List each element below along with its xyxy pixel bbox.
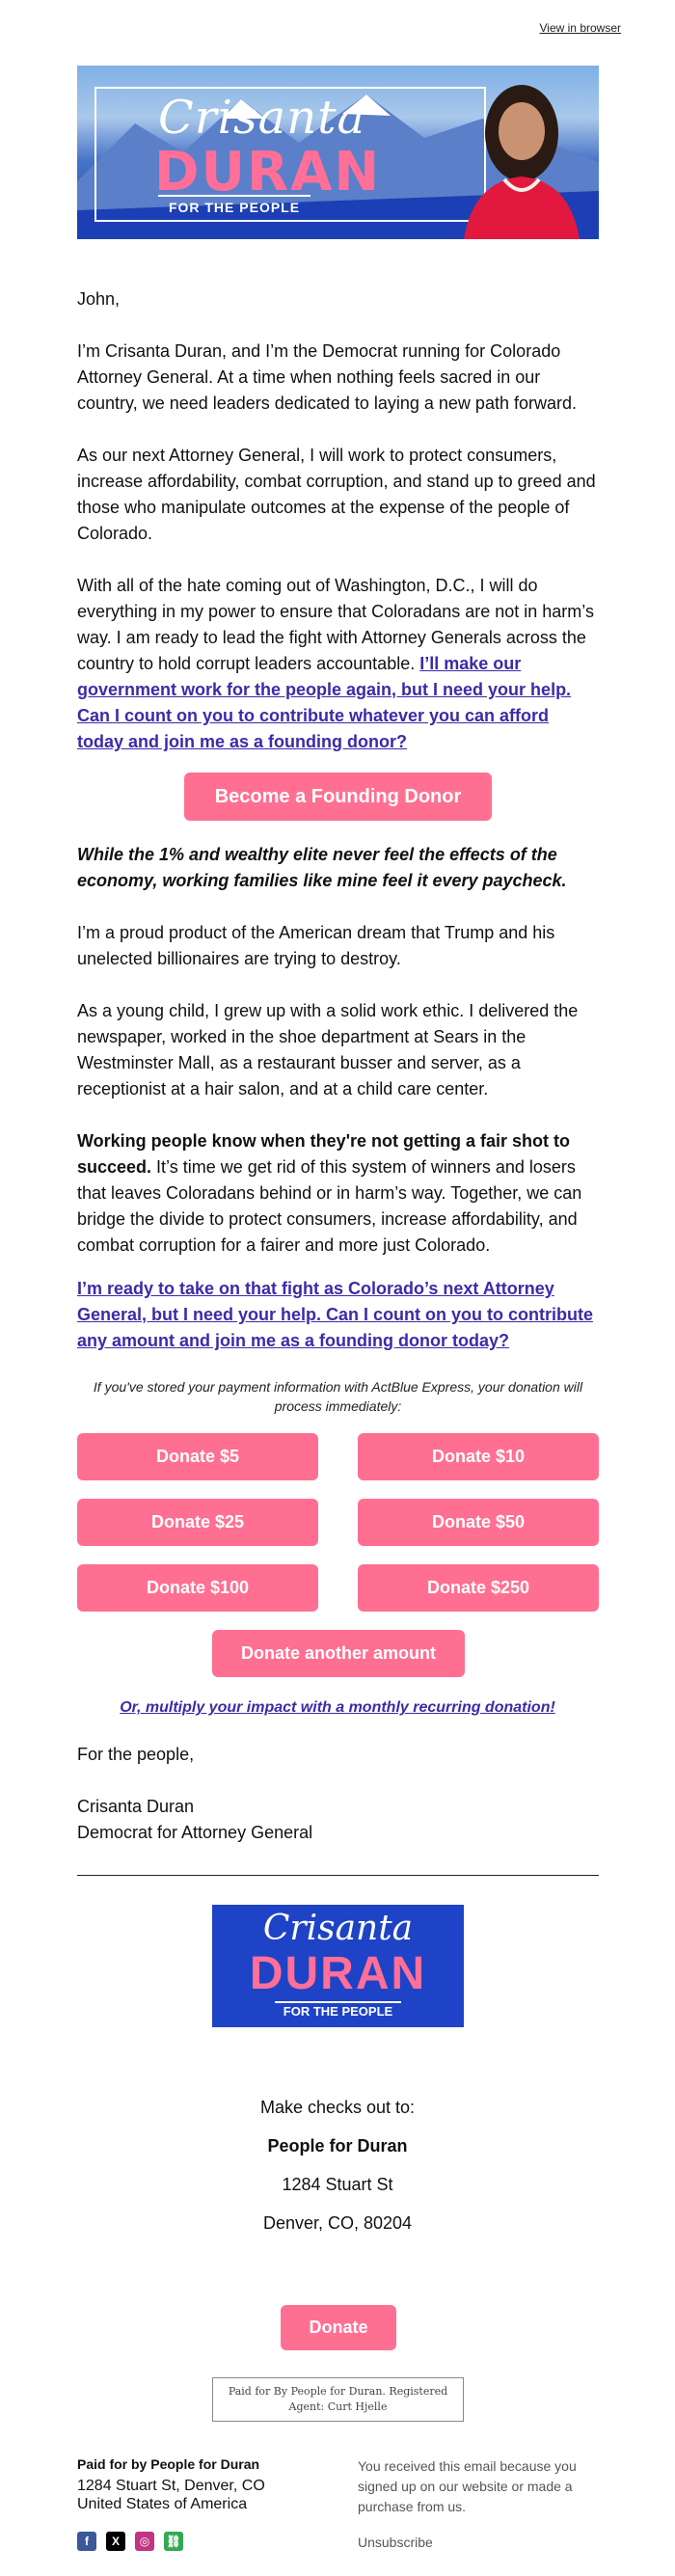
checks-city: Denver, CO, 80204 (262, 2213, 413, 2233)
fair-shot-bold: Working people know when they're not getting a fair shot to succeed. (77, 1131, 570, 1177)
paragraph-american-dream: I’m a proud product of the American dream that Trump and his unelected billionaires are trying to destroy. (77, 923, 555, 968)
checks-org: People for Duran (267, 2136, 408, 2156)
footer-logo-script: Crisanta (262, 1909, 414, 1948)
paid-for-disclaimer: Paid for By People for Duran. Registered Agent: Curt Hjelle (212, 2377, 464, 2422)
fair-shot-text: It’s time we get rid of this system of winners and losers that leaves Coloradans behind or in harm’s way. Together, we can bridge the divide to protect consumers, increase affordability, and combat corruption for a fairer and more just Colorado. (77, 1157, 582, 1255)
paragraph-goals: As our next Attorney General, I will work to protect consumers, increase affordability, combat corruption, and stand up to greed and those who manipulate outcomes at the expense of the people of Colorado. (77, 446, 596, 543)
become-founding-donor-button[interactable]: Become a Founding Donor (184, 773, 492, 821)
footer-logo (212, 1905, 464, 2027)
paragraph-intro: I’m Crisanta Duran, and I’m the Democrat running for Colorado Attorney General. At a time when nothing feels sacred in our country, we need leaders dedicated to laying a new path forward. (77, 341, 577, 413)
candidate-portrait (445, 66, 599, 239)
footer-logo-bold: DURAN (249, 1948, 427, 1999)
paragraph-fair-shot (77, 1128, 599, 1259)
link-icon[interactable]: ⛓ (164, 2532, 183, 2551)
donate-50-button[interactable]: Donate $50 (358, 1499, 599, 1546)
hero-bold-name: DURAN (154, 141, 382, 203)
x-icon[interactable]: X (106, 2532, 125, 2551)
footer-donate-button[interactable]: Donate (281, 2305, 396, 2350)
signoff-title: Democrat for Attorney General (77, 1823, 313, 1842)
paragraph-washington (77, 573, 599, 755)
checks-street: 1284 Stuart St (282, 2175, 393, 2194)
paragraph-washington-text: With all of the hate coming out of Washington, D.C., I will do everything in my power to ensure that Coloradans are not in harm’s way. I am ready to lead the fight with Attorney Generals across the country to hold corrupt leaders accountable. (77, 576, 594, 673)
signoff-line: For the people, (77, 1745, 195, 1764)
donate-100-button[interactable]: Donate $100 (77, 1564, 318, 1612)
donate-250-button[interactable]: Donate $250 (358, 1564, 599, 1612)
footer-address-1: 1284 Stuart St, Denver, CO (77, 2478, 265, 2494)
founding-donor-link[interactable]: I’ll make our government work for the people again, but I need your help. Can I count on you to contribute whatever you can afford today and join me as a founding donor? (77, 654, 572, 751)
donate-10-button[interactable]: Donate $10 (358, 1433, 599, 1480)
view-in-browser-link[interactable]: View in browser (539, 21, 621, 35)
donate-25-button[interactable]: Donate $25 (77, 1499, 318, 1546)
checks-label: Make checks out to: (259, 2098, 416, 2117)
footer-divider (77, 1875, 599, 1876)
paragraph-work-ethic: As a young child, I grew up with a solid work ethic. I delivered the newspaper, worked in the shoe department at Sears in the Westminster Mall, as a restaurant busser and server, as a receptionist at a hair salon, and at a child care center. (77, 1001, 579, 1098)
donate-5-button[interactable]: Donate $5 (77, 1433, 318, 1480)
signoff-name: Crisanta Duran (77, 1797, 195, 1816)
facebook-icon[interactable]: f (77, 2532, 96, 2551)
paragraph-economy: While the 1% and wealthy elite never feel the effects of the economy, working families like mine feel it every paycheck. (77, 845, 567, 890)
unsubscribe-link[interactable]: Unsubscribe (358, 2535, 433, 2550)
paragraph-next-ag (77, 1276, 599, 1354)
greeting: John, (77, 289, 121, 309)
hero-script-name: Crisanta (158, 91, 366, 145)
footer-reason: You received this email because you signed up on our website or made a purchase from us. (358, 2458, 577, 2514)
hero-banner (77, 66, 599, 239)
actblue-express-note: If you've stored your payment information with ActBlue Express, your donation will process immediately: (93, 1379, 583, 1414)
footer-address-2: United States of America (77, 2496, 248, 2512)
monthly-recurring-link[interactable]: Or, multiply your impact with a monthly recurring donation! (120, 1699, 555, 1716)
hero-tagline: FOR THE PEOPLE (158, 195, 310, 215)
footer-logo-tagline: FOR THE PEOPLE (275, 2001, 401, 2019)
footer-paid-for: Paid for by People for Duran (77, 2456, 260, 2472)
instagram-icon[interactable]: ◎ (135, 2532, 154, 2551)
next-ag-donor-link[interactable]: I’m ready to take on that fight as Colorado’s next Attorney General, but I need your help. Can I count on you to contribute any amount and join me as a founding donor today? (77, 1279, 594, 1350)
donate-another-amount-button[interactable]: Donate another amount (212, 1630, 465, 1677)
